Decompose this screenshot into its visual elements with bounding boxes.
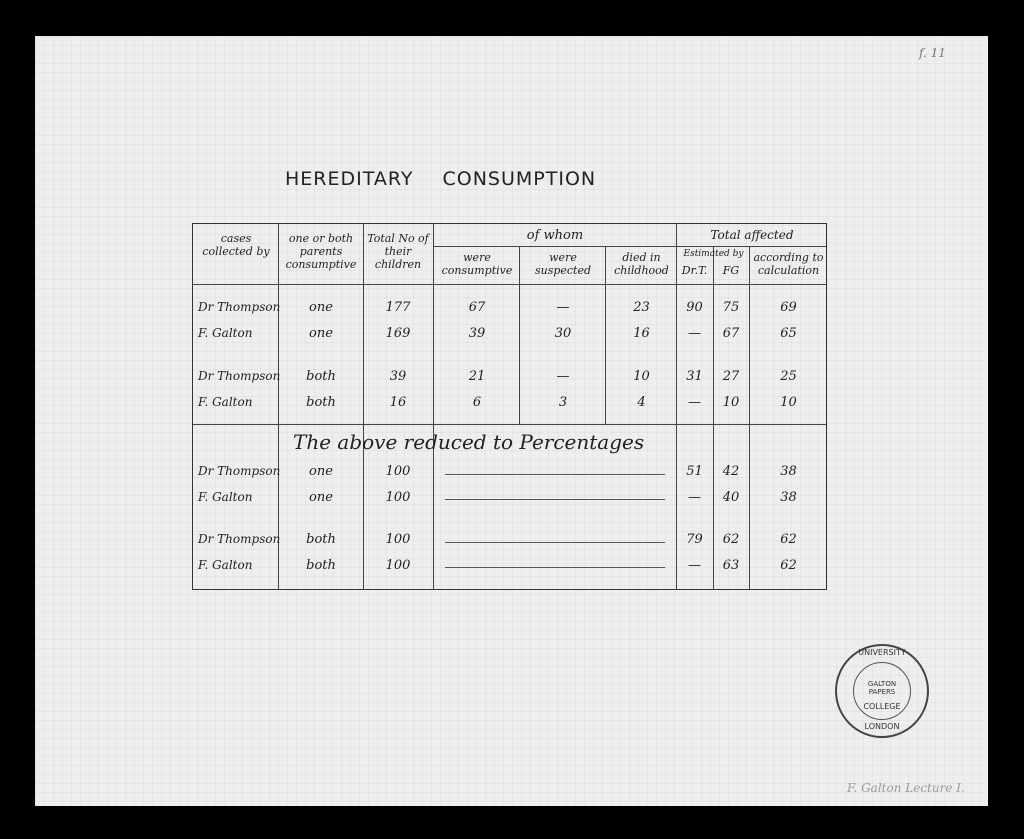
- header-were-suspected: were suspected: [534, 251, 592, 277]
- signature-note: F. Galton Lecture I.: [847, 781, 965, 795]
- header-died-childhood: died in childhood: [614, 251, 669, 277]
- archive-stamp: UNIVERSITY GALTON PAPERS COLLEGE LONDON: [835, 644, 929, 738]
- manuscript-page: [35, 36, 988, 806]
- header-were-consumptive: were consumptive: [441, 251, 513, 277]
- header-parents: one or both parents consumptive: [285, 232, 357, 271]
- header-total-children: Total No of their children: [367, 232, 429, 271]
- header-of-whom: of whom: [526, 228, 584, 243]
- percentages-title: The above reduced to Percentages: [293, 430, 645, 454]
- header-estimated-by: Estimated by: [683, 249, 744, 259]
- header-dr-t: Dr.T.: [681, 264, 708, 277]
- header-fg: FG: [722, 264, 740, 277]
- header-cases: cases collected by: [202, 232, 270, 258]
- folio-number: f. 11: [919, 46, 946, 60]
- header-total-affected: Total affected: [710, 228, 794, 242]
- header-calculation: according to calculation: [753, 251, 824, 277]
- data-table: cases collected by one or both parents consumptive Total No of their children of whom were consumptive were suspected died in childhood Total affected Estimated by Dr.T. FG according to calculation Dr Thompson one 177 67 — 23 90 75 69 F. Galton one 169 39 30 16 — 67 65 Dr Thompson both 39 21 — 10 31 27 25 F. Galton both 16 6 3 4 — 10 10 The above reduced to Percentages Dr Thompson one 100 51 42 38 F. Galton one 100 — 40 38 Dr Thompson both 100 79 62 62 F. Galton both 100 — 63 62: [192, 223, 827, 590]
- page-title: HEREDITARY CONSUMPTION: [285, 168, 597, 190]
